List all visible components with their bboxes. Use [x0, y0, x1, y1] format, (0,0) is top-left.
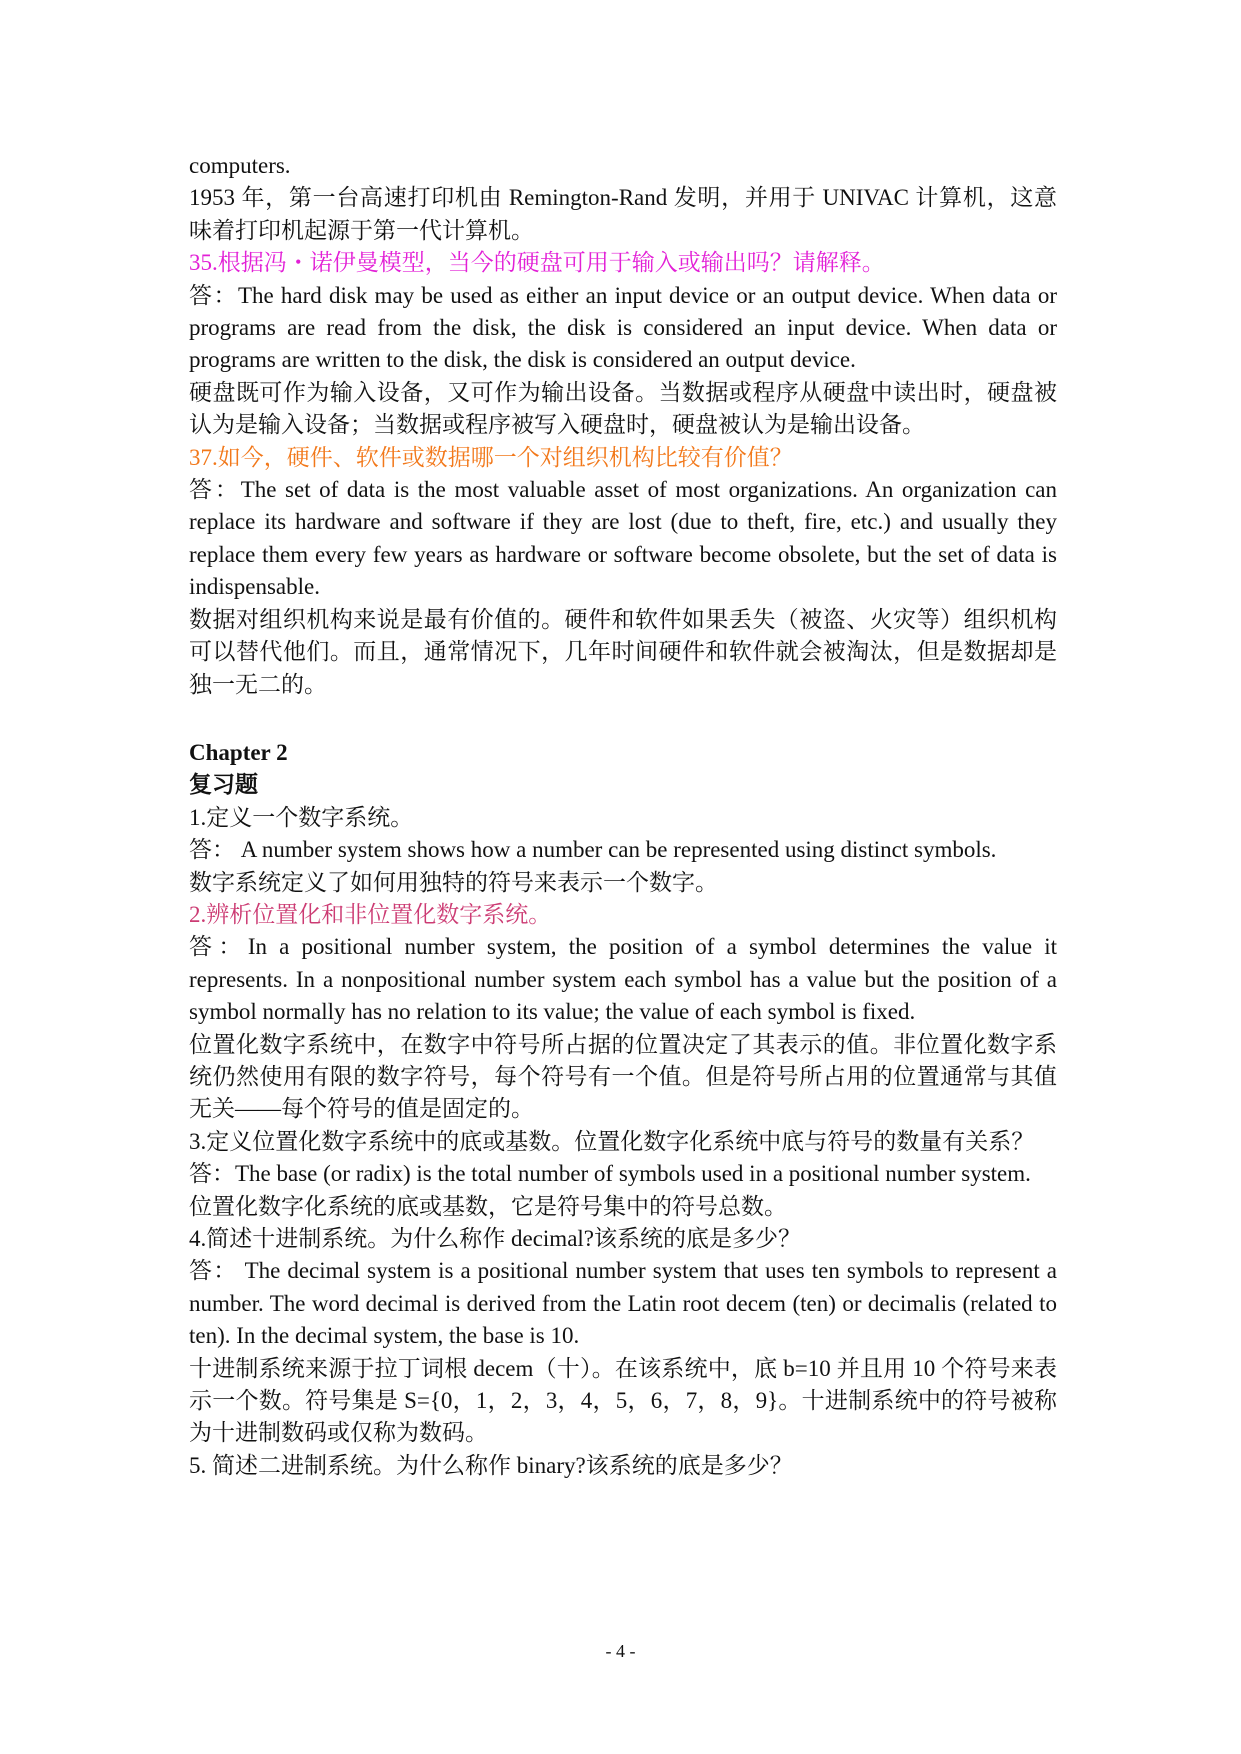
question-2: 2.辨析位置化和非位置化数字系统。	[189, 901, 552, 927]
answer-english: 答：The hard disk may be used as either an input device or an output device. When data or programs are read from the disk, the disk is considered an input device. When data or programs are written to the disk, the disk is considered an output device.	[189, 282, 1057, 373]
answer-english: 答： A number system shows how a number can be represented using distinct symbols.	[189, 837, 997, 863]
question-4: 4.简述十进制系统。为什么称作 decimal?该系统的底是多少？	[189, 1226, 802, 1251]
answer-english: 答：The base (or radix) is the total number of symbols used in a positional number system.	[189, 1161, 1031, 1187]
section-heading: 复习题	[189, 772, 258, 798]
question-5: 5. 简述二进制系统。为什么称作 binary?该系统的底是多少？	[189, 1452, 793, 1478]
answer-chinese: 数字系统定义了如何用独特的符号来表示一个数字。	[189, 869, 718, 895]
chapter-heading: Chapter 2	[189, 739, 288, 765]
question-35: 35.根据冯・诺伊曼模型，当今的硬盘可用于输入或输出吗？请解释。	[189, 250, 885, 276]
paragraph: 1953 年，第一台高速打印机由 Remington-Rand 发明，并用于 UNIVAC 计算机，这意味着打印机起源于第一代计算机。	[189, 185, 1057, 243]
answer-english: 答：In a positional number system, the position of a symbol determines the value it represents. In a nonpositional number system each symbol has a value but the position of a symbol normally has no relation to its value; the value of each symbol is fixed.	[189, 934, 1057, 1025]
question-1: 1.定义一个数字系统。	[189, 804, 414, 830]
answer-chinese: 硬盘既可作为输入设备，又可作为输出设备。当数据或程序从硬盘中读出时，硬盘被认为是输入设备；当数据或程序被写入硬盘时，硬盘被认为是输出设备。	[189, 379, 1057, 438]
question-3: 3.定义位置化数字系统中的底或基数。位置化数字化系统中底与符号的数量有关系？	[189, 1128, 1035, 1154]
paragraph: computers.	[189, 153, 291, 178]
answer-english: 答：The set of data is the most valuable asset of most organizations. An organization can replace its hardware and software if they are lost (due to theft, fire, etc.) and usually they replace them every few years as hardware or software become obsolete, but the set of data is indispensable.	[189, 477, 1057, 600]
page-content	[189, 150, 1057, 1482]
question-37: 37.如今，硬件、软件或数据哪一个对组织机构比较有价值？	[189, 444, 793, 470]
page-number: - 4 -	[605, 1641, 636, 1661]
answer-chinese: 数据对组织机构来说是最有价值的。硬件和软件如果丢失（被盗、火灾等）组织机构可以替代他们。而且，通常情况下，几年时间硬件和软件就会被淘汰，但是数据却是独一无二的。	[189, 606, 1057, 697]
answer-chinese: 位置化数字系统中，在数字中符号所占据的位置决定了其表示的值。非位置化数字系统仍然使用有限的数字符号，每个符号有一个值。但是符号所占用的位置通常与其值无关——每个符号的值是固定的。	[189, 1031, 1057, 1122]
answer-chinese: 位置化数字化系统的底或基数，它是符号集中的符号总数。	[189, 1193, 787, 1219]
answer-english: 答： The decimal system is a positional number system that uses ten symbols to represent a number. The word decimal is derived from the Latin root decem (ten) or decimalis (related to ten). In the decimal system, the base is 10.	[189, 1258, 1057, 1349]
answer-chinese: 十进制系统来源于拉丁词根 decem（十）。在该系统中，底 b=10 并且用 10 个符号来表示一个数。符号集是 S={0，1，2，3，4，5，6，7，8，9}。十进制系统中的符号被称为十进制数码或仅称为数码。	[189, 1355, 1057, 1446]
